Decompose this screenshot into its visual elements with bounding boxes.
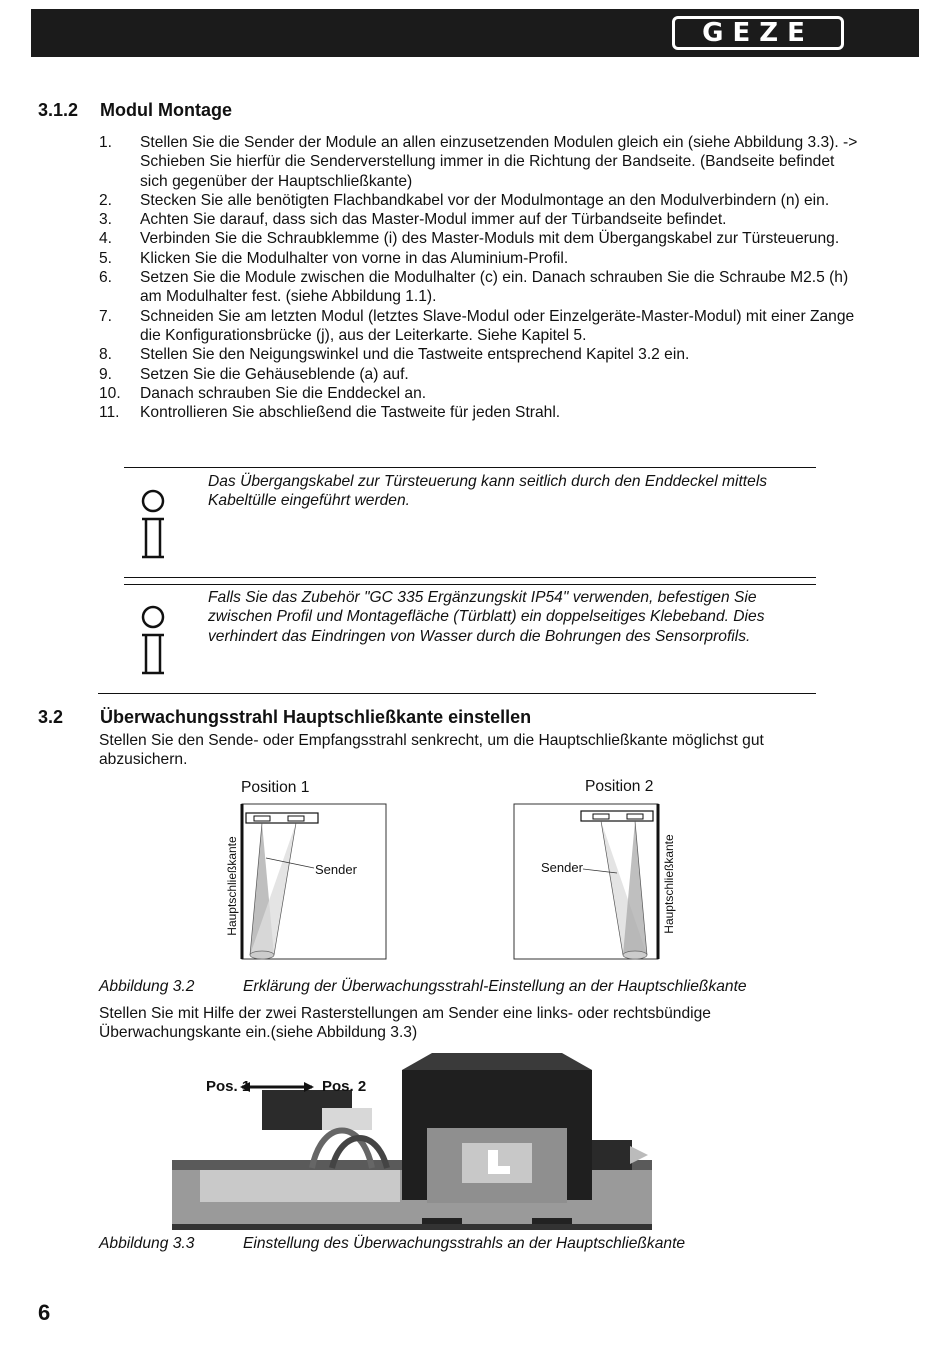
divider	[98, 693, 816, 694]
figure-caption	[99, 978, 819, 998]
sender-label: Sender	[541, 860, 583, 875]
divider	[124, 577, 816, 578]
assembly-steps-list	[99, 133, 859, 422]
geze-logo: GEZE	[672, 16, 844, 50]
body-paragraph: Stellen Sie mit Hilfe der zwei Rasterstellungen am Sender eine links- oder rechtsbündige Überwachungskante ein.(siehe Abbildung 3.3)	[99, 1005, 711, 1042]
figure-caption	[99, 1235, 819, 1255]
position-1-label: Position 1	[241, 779, 310, 796]
section-number: 3.1.2	[38, 100, 79, 120]
divider	[124, 584, 816, 585]
note-text: Falls Sie das Zubehör "GC 335 Ergänzungskit IP54" verwenden, befestigen Sie zwischen Profil und Montagefläche (Türblatt) ein doppelseitiges Klebeband. Dies verhindert das Eindringen von Wasser durch die Bohrungen des Sensorprofils.	[208, 589, 765, 645]
step-item	[99, 268, 859, 307]
step-number: 11.	[99, 404, 120, 422]
caption-number: Abbildung 3.2	[99, 978, 195, 995]
step-item	[99, 229, 859, 248]
step-text: Stellen Sie den Neigungswinkel und die Tastweite entsprechend Kapitel 3.2 ein.	[140, 346, 690, 364]
sensor-module-photo	[172, 1048, 652, 1230]
pos-1-label: Pos. 1	[206, 1078, 251, 1095]
intro-paragraph: Stellen Sie den Sende- oder Empfangsstrahl senkrecht, um die Hauptschließkante möglichst gut abzusichern.	[99, 732, 764, 769]
pos-2-label: Pos. 2	[322, 1078, 367, 1095]
step-text: Stecken Sie alle benötigten Flachbandkabel vor der Modulmontage an den Modulverbindern (n) ein.	[140, 191, 830, 209]
step-item	[99, 403, 859, 422]
sender-label: Sender	[315, 862, 357, 877]
step-item	[99, 133, 859, 191]
info-icon	[138, 605, 168, 675]
caption-number: Abbildung 3.3	[99, 1235, 195, 1252]
step-number: 10.	[99, 384, 121, 402]
position-2-diagram	[513, 803, 668, 961]
step-item	[99, 384, 859, 403]
position-2-label: Position 2	[585, 778, 654, 795]
step-number: 3.	[99, 211, 113, 229]
step-number: 8.	[99, 346, 113, 364]
step-number: 7.	[99, 307, 113, 325]
step-item	[99, 345, 859, 364]
step-text: Setzen Sie die Gehäuseblende (a) auf.	[140, 365, 409, 383]
step-text: Danach schrauben Sie die Enddeckel an.	[140, 384, 427, 402]
step-number: 5.	[99, 249, 113, 267]
step-item	[99, 210, 859, 229]
section-heading-312	[38, 100, 838, 122]
step-item	[99, 365, 859, 384]
section-title: Modul Montage	[100, 100, 232, 120]
step-number: 1.	[99, 134, 113, 151]
edge-label: Hauptschließkante	[662, 834, 676, 934]
caption-text: Erklärung der Überwachungsstrahl-Einstellung an der Hauptschließkante	[243, 978, 747, 995]
section-title: Überwachungsstrahl Hauptschließkante einstellen	[100, 707, 532, 727]
step-text: Klicken Sie die Modulhalter von vorne in das Aluminium-Profil.	[140, 249, 569, 267]
step-text: Achten Sie darauf, dass sich das Master-Modul immer auf der Türbandseite befindet.	[140, 211, 727, 229]
step-text: Kontrollieren Sie abschließend die Tastweite für jeden Strahl.	[140, 404, 561, 422]
position-1-diagram	[222, 803, 388, 961]
info-icon	[138, 489, 168, 559]
step-item	[99, 307, 859, 346]
step-text: Stellen Sie die Sender der Module an allen einzusetzenden Modulen gleich ein (siehe Abbildung 3.3). -> Schieben Sie hierfür die Senderverstellung immer in die Richtung der Bandseite. (Bandseite befindet sich gegenüber der Hauptschließkante)	[140, 134, 858, 190]
note-text: Das Übergangskabel zur Türsteuerung kann seitlich durch den Enddeckel mittels Kabeltülle eingeführt werden.	[208, 473, 768, 510]
step-item	[99, 191, 859, 210]
step-number: 6.	[99, 269, 113, 287]
step-item	[99, 249, 859, 268]
step-number: 9.	[99, 365, 113, 383]
section-number: 3.2	[38, 707, 64, 727]
step-number: 4.	[99, 230, 113, 248]
step-text: Setzen Sie die Module zwischen die Modulhalter (c) ein. Danach schrauben Sie die Schraube M2.5 (h) am Modulhalter fest. (siehe Abbildung 1.1).	[140, 269, 849, 306]
section-heading-32	[38, 707, 838, 729]
caption-text: Einstellung des Überwachungsstrahls an der Hauptschließkante	[243, 1235, 686, 1252]
divider	[124, 467, 816, 468]
page-number: 6	[38, 1300, 51, 1325]
step-text: Schneiden Sie am letzten Modul (letztes Slave-Modul oder Einzelgeräte-Master-Modul) mit einer Zange die Konfigurationsbrücke (j), aus der Leiterkarte. Siehe Kapitel 5.	[140, 307, 855, 344]
step-text: Verbinden Sie die Schraubklemme (i) des Master-Moduls mit dem Übergangskabel zur Türsteuerung.	[140, 230, 840, 248]
step-number: 2.	[99, 191, 113, 209]
edge-label: Hauptschließkante	[225, 836, 239, 936]
